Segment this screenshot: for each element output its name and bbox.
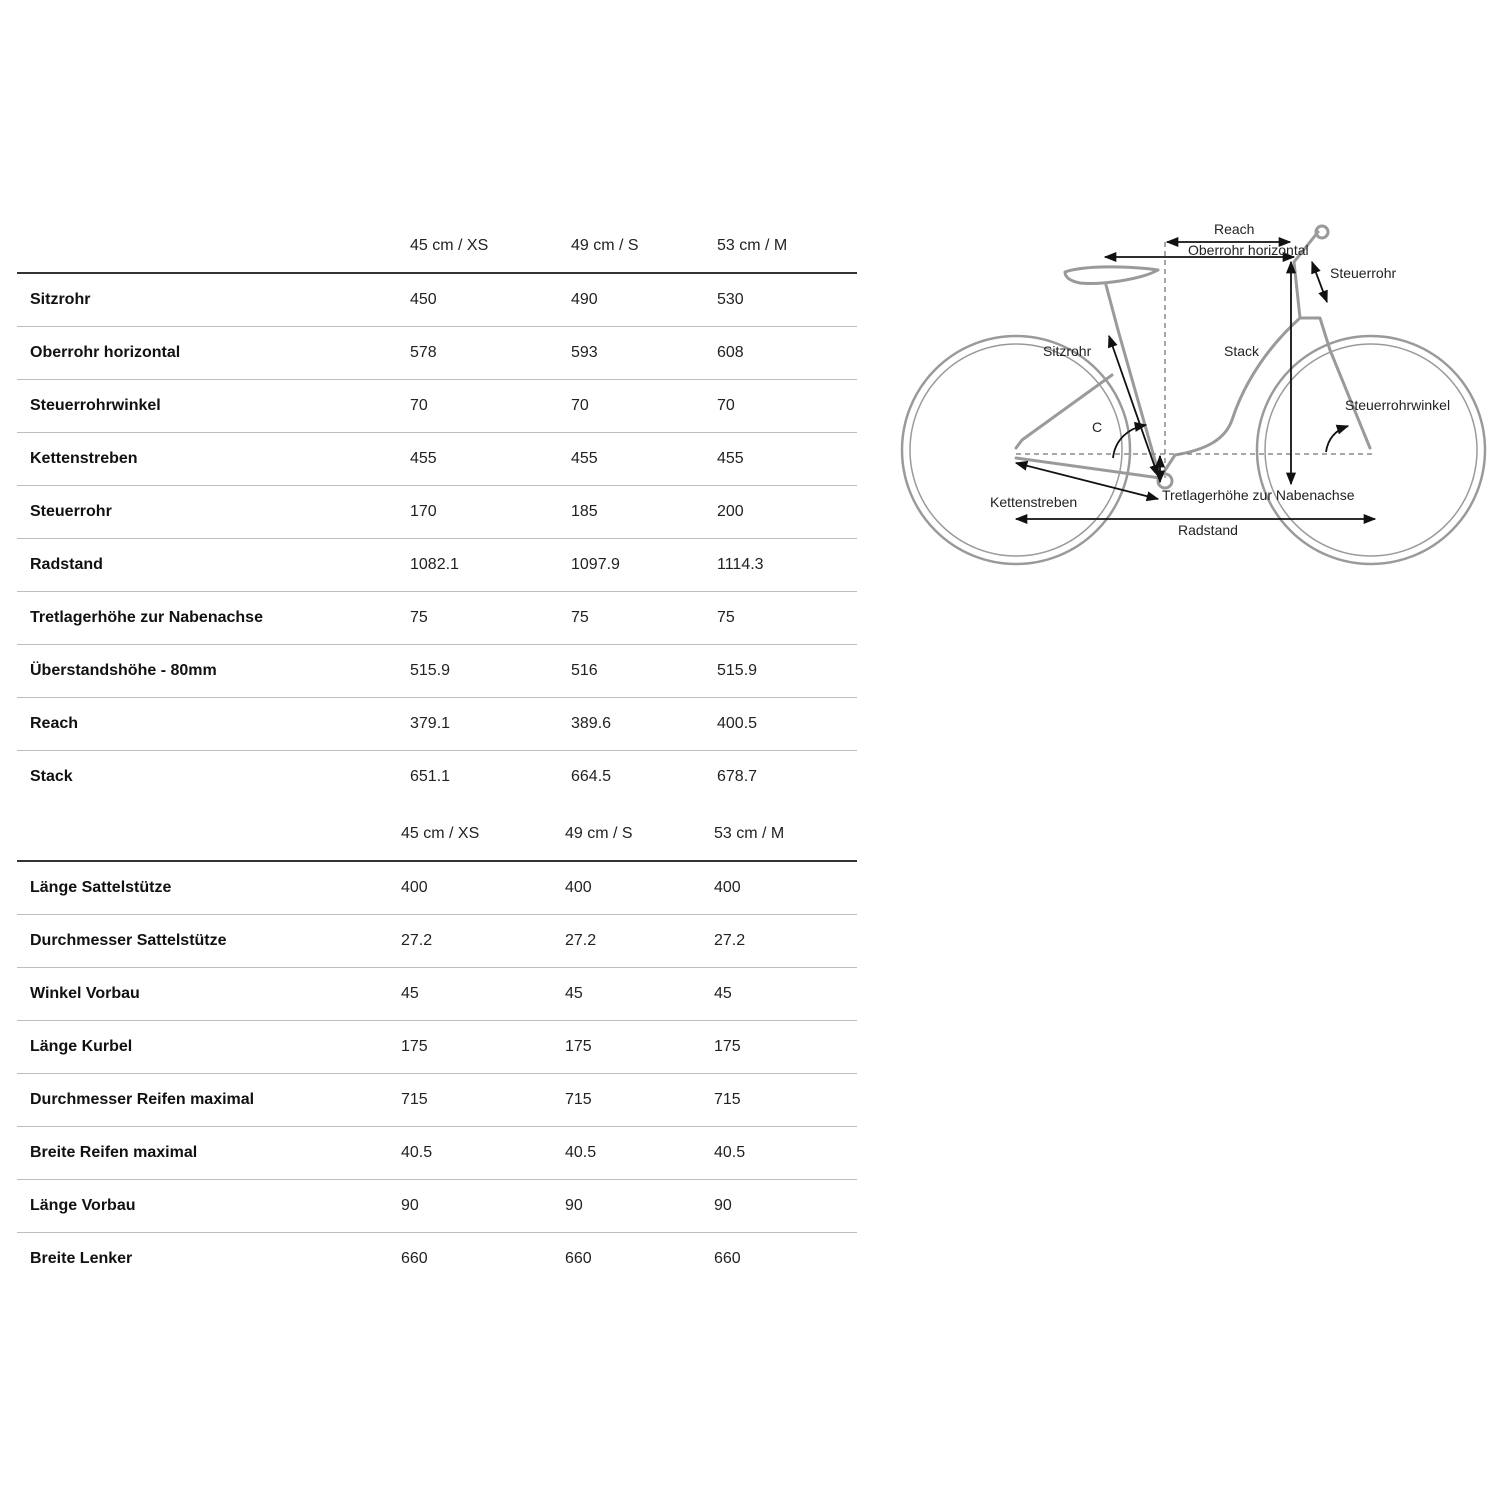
table-header-row [17,808,857,861]
header-label-cell [17,220,410,273]
row-value: 379.1 [410,715,451,732]
table-row [17,1180,857,1233]
row-value: 1097.9 [571,556,620,573]
header-size-xs: 45 cm / XS [401,825,480,842]
row-value: 593 [571,344,598,361]
row-label: Reach [30,715,79,732]
geometry-table-2 [17,808,857,1285]
table-row [17,915,857,968]
row-value: 455 [717,450,744,467]
table-row [17,273,857,327]
row-value: 608 [717,344,744,361]
header-size-s: 49 cm / S [565,825,633,842]
label-head-tube: Steuerrohr [1330,265,1397,281]
saddle [1065,267,1158,284]
row-label: Tretlagerhöhe zur Nabenachse [30,609,263,626]
row-value: 70 [571,397,589,414]
row-label: Stack [30,768,73,785]
row-label: Sitzrohr [30,291,91,308]
row-value: 1082.1 [410,556,459,573]
row-label: Breite Lenker [30,1250,133,1267]
label-chainstays: Kettenstreben [990,494,1078,510]
table-row [17,698,857,751]
label-c: C [1092,419,1103,435]
row-value: 27.2 [401,932,433,949]
row-label: Kettenstreben [30,450,138,467]
header-size-s: 49 cm / S [571,237,639,254]
row-label: Steuerrohr [30,503,112,520]
row-label: Länge Sattelstütze [30,879,172,896]
row-value: 400 [401,879,428,896]
table-row [17,592,857,645]
row-value: 40.5 [565,1144,597,1161]
table-row [17,380,857,433]
row-value: 75 [571,609,589,626]
row-value: 40.5 [714,1144,746,1161]
row-value: 715 [401,1091,428,1108]
label-seat-tube: Sitzrohr [1043,343,1092,359]
row-value: 170 [410,503,437,520]
row-value: 490 [571,291,598,308]
row-value: 530 [717,291,744,308]
label-top-tube: Oberrohr horizontal [1188,242,1309,258]
row-value: 90 [565,1197,583,1214]
seat-stay [1016,375,1112,448]
row-value: 175 [565,1038,592,1055]
row-value: 660 [565,1250,592,1267]
row-value: 185 [571,503,598,520]
row-label: Überstandshöhe - 80mm [30,662,217,679]
row-value: 515.9 [717,662,758,679]
row-label: Oberrohr horizontal [30,344,181,361]
seat-tube [1118,330,1160,478]
table-header-row [17,220,857,273]
row-value: 45 [401,985,419,1002]
diagram-labels [990,221,1450,538]
row-label: Durchmesser Reifen maximal [30,1091,255,1108]
row-value: 175 [401,1038,428,1055]
table-row [17,968,857,1021]
row-value: 90 [401,1197,419,1214]
table-row [17,1021,857,1074]
row-value: 450 [410,291,437,308]
row-value: 27.2 [714,932,746,949]
row-value: 664.5 [571,768,612,785]
row-label: Länge Vorbau [30,1197,136,1214]
row-value: 389.6 [571,715,612,732]
row-value: 400 [714,879,741,896]
row-value: 715 [714,1091,741,1108]
row-value: 200 [717,503,744,520]
row-value: 578 [410,344,437,361]
seatpost [1106,285,1118,330]
row-value: 90 [714,1197,732,1214]
label-stack: Stack [1224,343,1260,359]
row-label: Breite Reifen maximal [30,1144,198,1161]
table-row [17,539,857,592]
geometry-table-1 [17,220,857,803]
bike-geometry-diagram [895,215,1495,575]
header-size-m: 53 cm / M [717,237,788,254]
header-label-cell [17,808,401,861]
row-value: 75 [717,609,735,626]
header-size-m: 53 cm / M [714,825,785,842]
row-value: 678.7 [717,768,758,785]
table-row [17,645,857,698]
table-row [17,486,857,539]
row-value: 40.5 [401,1144,433,1161]
row-value: 660 [714,1250,741,1267]
row-value: 400.5 [717,715,758,732]
label-wheelbase: Radstand [1178,522,1238,538]
head-tube-arrow [1312,262,1327,302]
seat-tube-arrow [1109,336,1158,476]
head-angle-arrow [1326,426,1348,452]
label-bb-drop: Tretlagerhöhe zur Nabenachse [1162,487,1355,503]
table-row [17,861,857,915]
row-value: 715 [565,1091,592,1108]
row-value: 70 [410,397,428,414]
row-label: Durchmesser Sattelstütze [30,932,227,949]
table-row [17,1127,857,1180]
table-row [17,327,857,380]
row-value: 515.9 [410,662,451,679]
row-label: Länge Kurbel [30,1038,133,1055]
row-value: 400 [565,879,592,896]
row-value: 75 [410,609,428,626]
label-reach: Reach [1214,221,1255,237]
header-size-xs: 45 cm / XS [410,237,489,254]
table-row [17,751,857,804]
row-label: Radstand [30,556,103,573]
row-value: 27.2 [565,932,597,949]
row-value: 651.1 [410,768,451,785]
row-value: 516 [571,662,598,679]
row-label: Winkel Vorbau [30,985,140,1002]
row-value: 70 [717,397,735,414]
row-value: 1114.3 [717,556,764,573]
row-value: 455 [571,450,598,467]
table-row [17,433,857,486]
row-label: Steuerrohrwinkel [30,397,161,414]
table-row [17,1233,857,1286]
reference-lines [1016,242,1375,478]
row-value: 455 [410,450,437,467]
row-value: 175 [714,1038,741,1055]
row-value: 660 [401,1250,428,1267]
row-value: 45 [565,985,583,1002]
rear-wheel [902,336,1130,564]
dimension-arrows [1016,242,1375,519]
table-row [17,1074,857,1127]
label-head-angle: Steuerrohrwinkel [1345,397,1451,413]
row-value: 45 [714,985,732,1002]
